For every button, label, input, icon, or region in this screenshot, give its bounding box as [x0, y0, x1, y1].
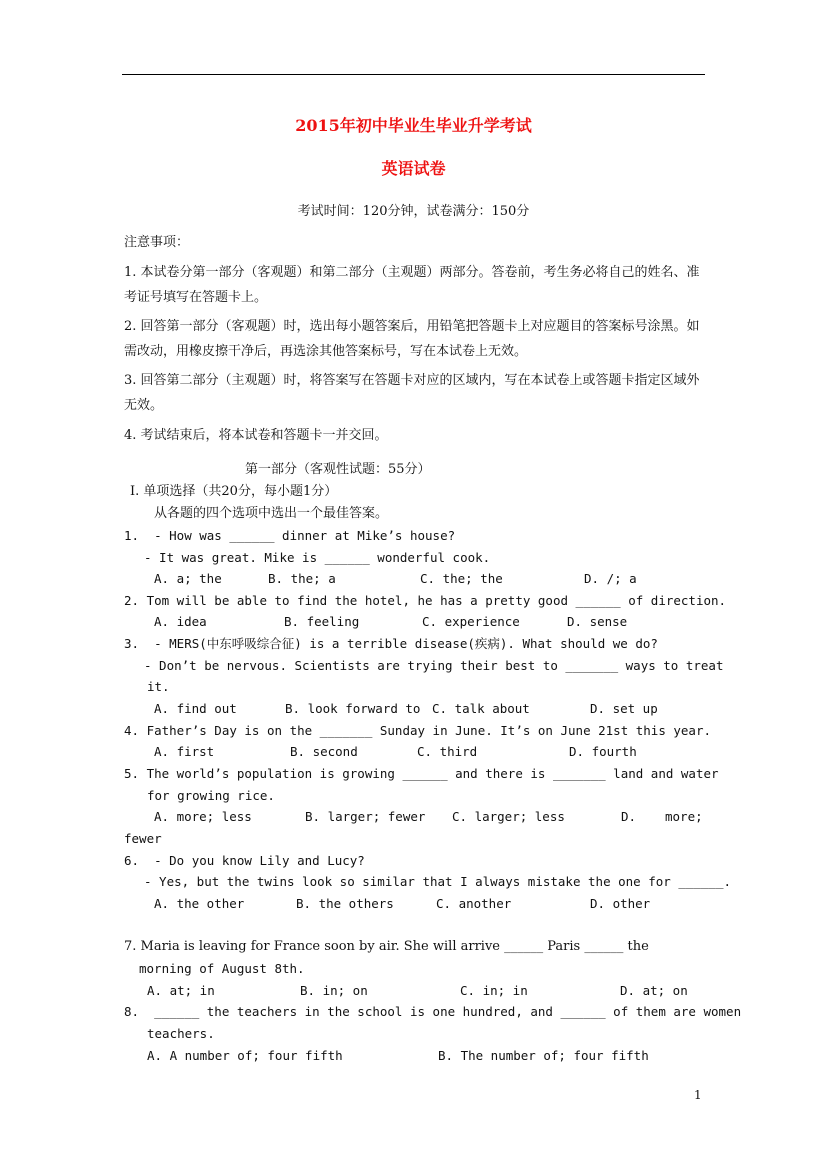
section-instruction: 从各题的四个选项中选出一个最佳答案。 — [154, 506, 389, 521]
question-3-prompt: 3. - MERS(中东呼吸综合征) is a terrible disease(疾病). What should we do? — [124, 636, 658, 651]
q2-option-b: B. feeling — [284, 614, 360, 629]
notice-item-4: 4. 考试结束后，将本试卷和答题卡一并交回。 — [124, 428, 388, 443]
exam-title: 2015年初中毕业生毕业升学考试 — [295, 116, 532, 135]
question-3-reply: - Don’t be nervous. Scientists are trying their best to _______ ways to treat — [144, 658, 724, 673]
q3-option-d: D. set up — [590, 701, 658, 716]
q4-option-a: A. first — [154, 744, 215, 759]
q7-option-c: C. in; in — [460, 983, 528, 998]
exam-meta: 考试时间：120分钟，试卷满分：150分 — [297, 204, 530, 219]
q3-option-a: A. find out — [154, 701, 237, 716]
q6-option-b: B. the others — [296, 896, 394, 911]
notice-item-1: 1. 本试卷分第一部分（客观题）和第二部分（主观题）两部分。答卷前，考生务必将自己的姓名、准考证号填写在答题卡上。 — [124, 265, 700, 305]
q6-option-a: A. the other — [154, 896, 245, 911]
question-5-prompt: 5. The world’s population is growing ______ and there is _______ land and water — [124, 766, 719, 781]
question-7-prompt-cont: morning of August 8th. — [139, 961, 305, 976]
question-1-reply: - It was great. Mike is ______ wonderful cook. — [144, 550, 491, 565]
part1-heading: 第一部分（客观性试题：55分） — [245, 462, 431, 477]
question-1-prompt: 1. - How was ______ dinner at Mike’s house? — [124, 528, 456, 543]
q8-option-a: A. A number of; four fifth — [147, 1048, 343, 1063]
q7-option-d: D. at; on — [620, 983, 688, 998]
q6-option-c: C. another — [436, 896, 512, 911]
q7-option-a: A. at; in — [147, 983, 215, 998]
exam-subtitle: 英语试卷 — [381, 159, 446, 178]
q2-option-c: C. experience — [422, 614, 520, 629]
question-3-reply-cont: it. — [147, 679, 170, 694]
q3-option-b: B. look forward to — [285, 701, 421, 716]
question-8-prompt: 8. ______ the teachers in the school is one hundred, and ______ of them are women — [124, 1004, 742, 1019]
question-6-prompt: 6. - Do you know Lily and Lucy? — [124, 853, 365, 868]
q5-option-d-cont: fewer — [124, 831, 162, 846]
notice-item-2: 2. 回答第一部分（客观题）时，选出每小题答案后，用铅笔把答题卡上对应题目的答案标号涂黑。如需改动，用橡皮擦干净后，再选涂其他答案标号，写在本试卷上无效。 — [124, 319, 700, 359]
q6-option-d: D. other — [590, 896, 651, 911]
question-5-prompt-cont: for growing rice. — [147, 788, 275, 803]
q2-option-a: A. idea — [154, 614, 207, 629]
page-number: 1 — [694, 1088, 702, 1102]
q3-option-c: C. talk about — [432, 701, 530, 716]
q5-option-b: B. larger; fewer — [305, 809, 426, 824]
q4-option-d: D. fourth — [569, 744, 637, 759]
q2-option-d: D. sense — [567, 614, 628, 629]
q1-option-d: D. /; a — [584, 571, 637, 586]
q8-option-b: B. The number of; four fifth — [438, 1048, 649, 1063]
q1-option-b: B. the; a — [268, 571, 336, 586]
notice-heading: 注意事项： — [124, 235, 190, 250]
q4-option-c: C. third — [417, 744, 478, 759]
section-heading: Ⅰ. 单项选择（共20分，每小题1分） — [130, 484, 338, 499]
question-7-prompt: 7. Maria is leaving for France soon by air. She will arrive ______ Paris ______ the — [124, 939, 649, 954]
header-rule — [122, 74, 705, 75]
q5-option-d-text: more; — [665, 809, 703, 824]
question-6-reply: - Yes, but the twins look so similar that I always mistake the one for ______. — [144, 874, 731, 889]
q5-option-c: C. larger; less — [452, 809, 565, 824]
q1-option-a: A. a; the — [154, 571, 222, 586]
q5-option-d-letter: D. — [621, 809, 637, 824]
question-2-prompt: 2. Tom will be able to find the hotel, he has a pretty good ______ of direction. — [124, 593, 727, 608]
q4-option-b: B. second — [290, 744, 358, 759]
q5-option-a: A. more; less — [154, 809, 252, 824]
q7-option-b: B. in; on — [300, 983, 368, 998]
q1-option-c: C. the; the — [420, 571, 503, 586]
question-8-prompt-cont: teachers. — [147, 1026, 215, 1041]
notice-item-3: 3. 回答第二部分（主观题）时，将答案写在答题卡对应的区域内，写在本试卷上或答题卡指定区域外无效。 — [124, 373, 700, 413]
question-4-prompt: 4. Father’s Day is on the _______ Sunday in June. It’s on June 21st this year. — [124, 723, 711, 738]
